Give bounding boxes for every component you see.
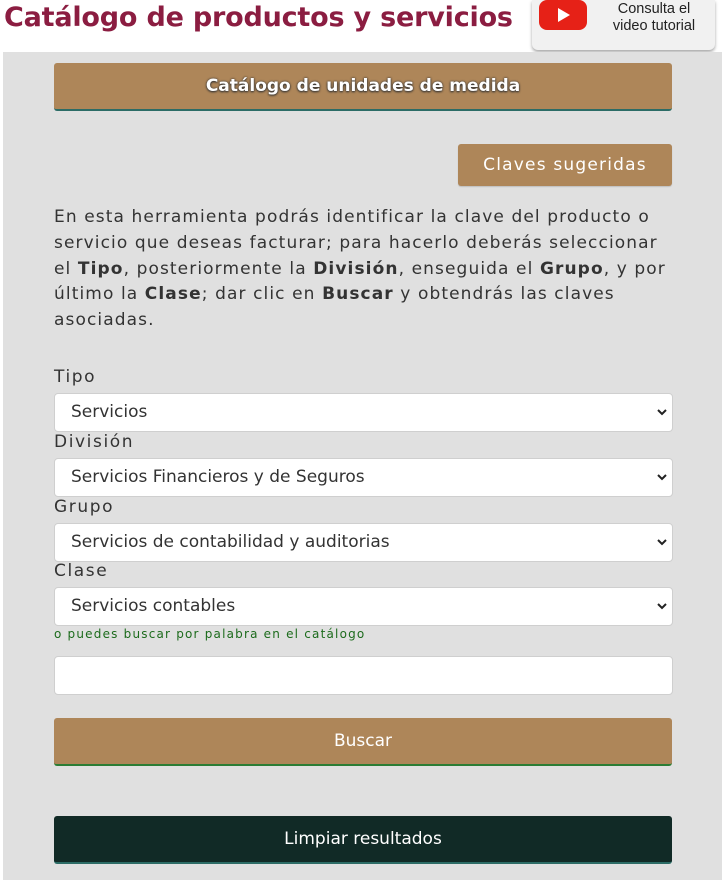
video-label-line2: video tutorial: [612, 18, 696, 34]
desc-bold-clase: Clase: [144, 284, 202, 305]
desc-part1: En esta herramienta podrás identificar la clave del producto o servicio que deseas facturar; para hacerlo deberás seleccionar el: [54, 207, 658, 279]
division-selected-value: Servicios Financieros y de Seguros: [71, 467, 365, 487]
desc-part4: , y por último la: [54, 258, 666, 305]
desc-part2: , posteriormente la: [123, 258, 314, 279]
search-button[interactable]: Buscar: [54, 718, 672, 766]
chevron-down-icon: [656, 599, 668, 613]
clase-selected-value: Servicios contables: [71, 596, 236, 616]
division-label: División: [54, 432, 135, 452]
video-tutorial-label: [598, 1, 710, 35]
desc-part5: ; dar clic en: [201, 284, 323, 305]
desc-bold-tipo: Tipo: [77, 258, 124, 279]
chevron-down-icon: [656, 535, 668, 549]
suggested-keys-button[interactable]: Claves sugeridas: [458, 144, 672, 186]
clear-results-button[interactable]: Limpiar resultados: [54, 816, 672, 864]
tipo-selected-value: Servicios: [71, 402, 148, 422]
keyword-search-input[interactable]: [54, 656, 673, 695]
grupo-selected-value: Servicios de contabilidad y auditorias: [71, 532, 390, 552]
youtube-play-icon: [539, 0, 587, 30]
units-catalog-button[interactable]: Catálogo de unidades de medida: [54, 63, 672, 111]
tipo-select[interactable]: [54, 393, 673, 432]
tipo-label: Tipo: [54, 367, 97, 387]
desc-part3: , enseguida el: [398, 258, 540, 279]
desc-part6: y obtendrás las claves asociadas.: [54, 284, 615, 331]
video-tutorial-button[interactable]: [532, 0, 715, 50]
desc-bold-buscar: Buscar: [322, 284, 394, 305]
clase-label: Clase: [54, 561, 109, 581]
catalog-panel: [3, 52, 722, 880]
grupo-label: Grupo: [54, 497, 115, 517]
search-hint: o puedes buscar por palabra en el catálogo: [54, 627, 366, 641]
instructions-text: [54, 205, 674, 334]
clase-select[interactable]: [54, 587, 673, 626]
desc-bold-grupo: Grupo: [539, 258, 604, 279]
chevron-down-icon: [656, 405, 668, 419]
page-header: [0, 0, 725, 52]
chevron-down-icon: [656, 470, 668, 484]
video-label-line1: Consulta el: [617, 1, 691, 17]
grupo-select[interactable]: [54, 523, 673, 562]
desc-bold-division: División: [313, 258, 399, 279]
division-select[interactable]: [54, 458, 673, 497]
page-title: Catálogo de productos y servicios: [4, 2, 513, 33]
